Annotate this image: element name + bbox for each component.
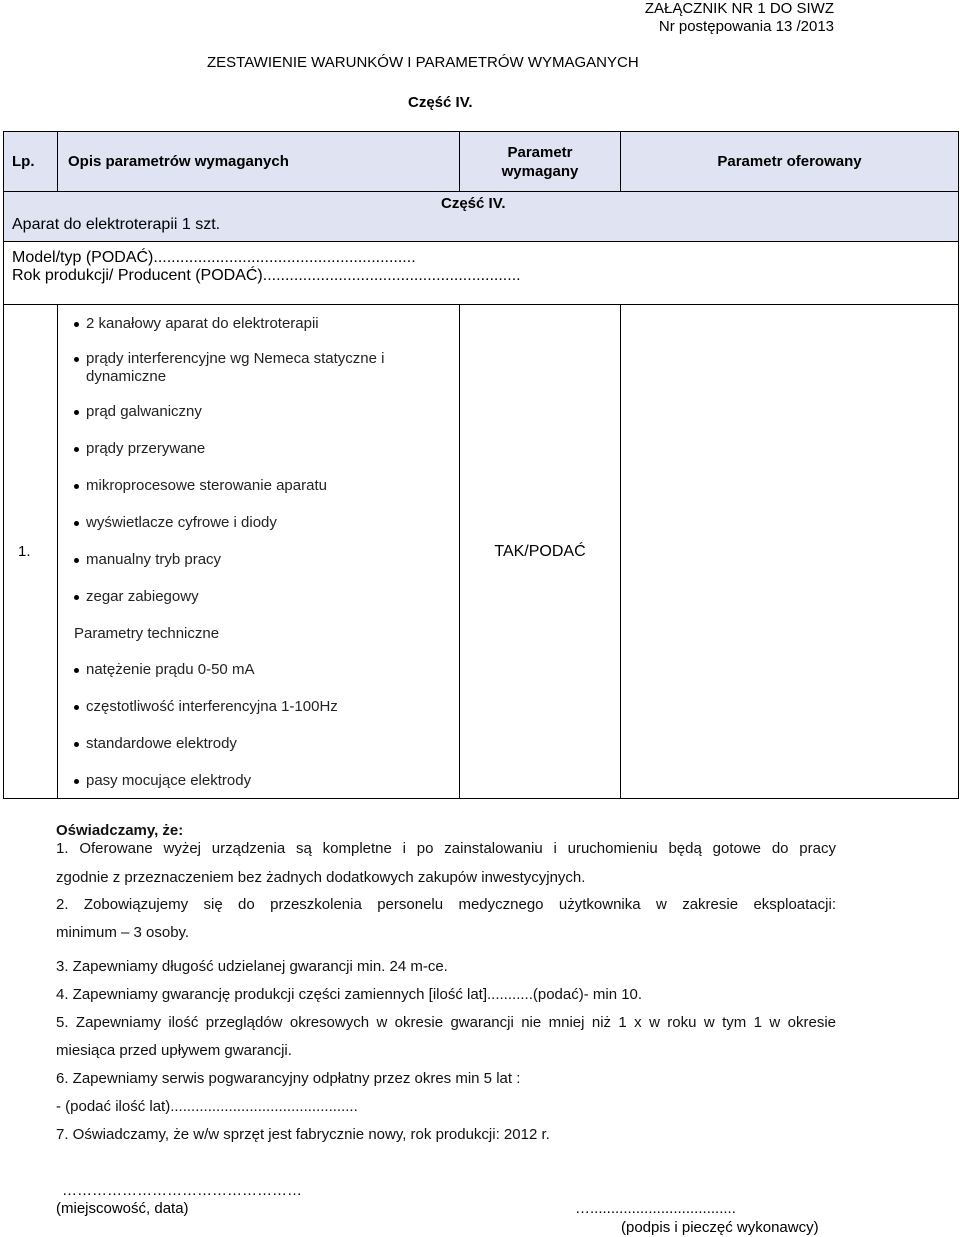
list-item: pasy mocujące elektrody — [74, 772, 439, 790]
list-item: prąd galwaniczny — [74, 403, 439, 421]
declaration-item-4: 4. Zapewniamy gwarancję produkcji części zamiennych [ilość lat]...........(podać)- min 10. — [56, 986, 643, 1003]
list-item: standardowe elektrody — [74, 735, 439, 753]
declaration-heading: Oświadczamy, że: — [56, 822, 184, 839]
declaration-item-2a: 2. Zobowiązujemy się do przeszkolenia personelu medycznego użytkownika w zakresie eksploatacji: — [56, 896, 836, 913]
col-header-lp: Lp. — [4, 132, 58, 192]
row-offered-value — [621, 305, 959, 799]
section-row — [4, 192, 959, 242]
technical-params-heading: Parametry techniczne — [74, 625, 220, 642]
list-item: natężenie prądu 0-50 mA — [74, 661, 439, 679]
model-row — [4, 242, 959, 305]
section-device-name: Aparat do elektroterapii 1 szt. — [12, 216, 221, 233]
proceeding-number: Nr postępowania 13 /2013 — [658, 18, 834, 35]
table-header-row — [4, 132, 959, 192]
col-header-offered: Parametr oferowany — [621, 132, 959, 192]
row-description — [58, 305, 460, 799]
declaration-item-2b: minimum – 3 osoby. — [56, 924, 190, 941]
part-heading: Część IV. — [408, 94, 473, 111]
declaration-item-1a: 1. Oferowane wyżej urządzenia są kompletne i po zainstalowaniu i uruchomieniu będą gotowe do pracy — [56, 840, 836, 857]
requirements-table — [3, 131, 959, 799]
table-row — [4, 305, 959, 799]
list-item: 2 kanałowy aparat do elektroterapii — [74, 315, 439, 333]
signature-dots: …................................... — [575, 1200, 736, 1217]
place-date-label: (miejscowość, data) — [56, 1200, 189, 1217]
section-cell — [4, 192, 959, 242]
declaration-item-6b: - (podać ilość lat)............................................. — [56, 1098, 358, 1115]
col-header-description: Opis parametrów wymaganych — [58, 132, 460, 192]
declaration-item-5a: 5. Zapewniamy ilość przeglądów okresowych w okresie gwarancji nie mniej niż 1 x w roku w tym 1 w okresie — [56, 1014, 836, 1031]
document-title: ZESTAWIENIE WARUNKÓW I PARAMETRÓW WYMAGANYCH — [207, 54, 639, 71]
place-date-dots: ………………………………………… — [62, 1182, 302, 1199]
list-item: wyświetlacze cyfrowe i diody — [74, 514, 439, 532]
list-item: prądy interferencyjne wg Nemeca statyczne i dynamiczne — [74, 350, 439, 386]
col-header-required-line1: Parametr — [507, 143, 573, 161]
declaration-item-5b: miesiąca przed upływem gwarancji. — [56, 1042, 292, 1059]
list-item: manualny tryb pracy — [74, 551, 439, 569]
row-required-value: TAK/PODAĆ — [460, 305, 621, 799]
signature-label: (podpis i pieczęć wykonawcy) — [621, 1219, 819, 1236]
declaration-item-1b: zgodnie z przeznaczeniem bez żadnych dodatkowych zakupów inwestycyjnych. — [56, 869, 586, 886]
declaration-item-7: 7. Oświadczamy, że w/w sprzęt jest fabrycznie nowy, rok produkcji: 2012 r. — [56, 1126, 550, 1143]
list-item: prądy przerywane — [74, 440, 439, 458]
year-producer-field: Rok produkcji/ Producent (PODAĆ).......................................................... — [12, 267, 521, 284]
col-header-required-line2: wymagany — [501, 162, 579, 180]
declaration-item-3: 3. Zapewniamy długość udzielanej gwarancji min. 24 m-ce. — [56, 958, 448, 975]
section-part-label: Część IV. — [441, 195, 506, 212]
list-item: zegar zabiegowy — [74, 588, 439, 606]
model-type-field: Model/typ (PODAĆ)........................................................... — [12, 249, 416, 266]
list-item: częstotliwość interferencyjna 1-100Hz — [74, 698, 439, 716]
col-header-required — [460, 132, 621, 192]
model-cell — [4, 242, 959, 305]
list-item: mikroprocesowe sterowanie aparatu — [74, 477, 439, 495]
feature-list — [74, 315, 439, 606]
annex-label: ZAŁĄCZNIK NR 1 DO SIWZ — [644, 0, 834, 17]
row-lp: 1. — [4, 305, 58, 799]
declaration-item-6a: 6. Zapewniamy serwis pogwarancyjny odpłatny przez okres min 5 lat : — [56, 1070, 521, 1087]
technical-list — [74, 661, 439, 790]
